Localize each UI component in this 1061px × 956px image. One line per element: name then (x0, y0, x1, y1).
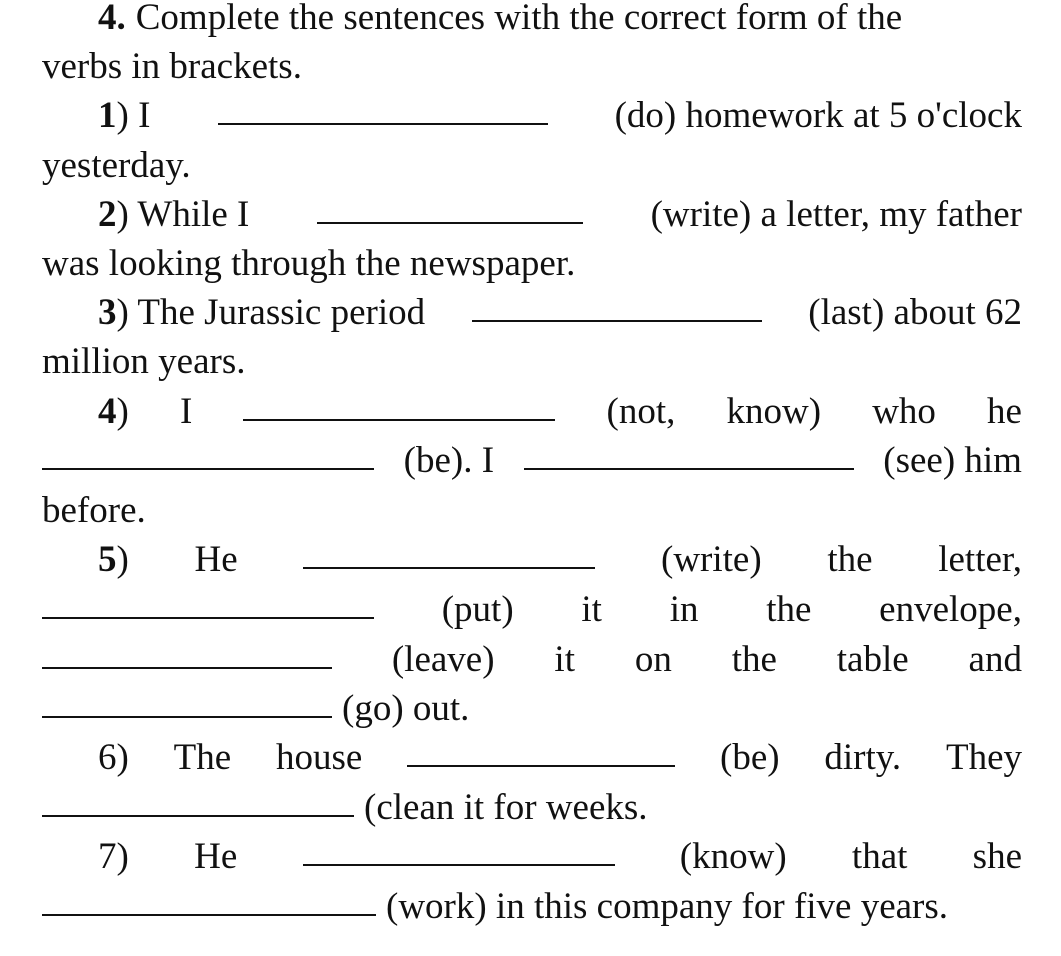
item-5-line-3 (42, 635, 1022, 685)
item-2-line-2 (42, 239, 1022, 289)
item-1-line-1 (98, 91, 1022, 141)
item-4-word: I (179, 391, 193, 432)
item-5-word: He (194, 539, 238, 580)
task-title-line-1 (98, 0, 1022, 43)
item-5-word: the (766, 589, 812, 630)
task-title-continuation: verbs in brackets. (42, 46, 302, 87)
item-1-continuation: yesterday. (42, 145, 191, 186)
item-3-continuation: million years. (42, 341, 246, 382)
item-5-line-1 (98, 535, 1022, 585)
answer-blank-2[interactable] (317, 222, 583, 224)
item-5-word: on (634, 639, 672, 680)
item-2-number: 2 (98, 194, 117, 235)
item-6-word: They (945, 737, 1022, 778)
item-6-word: house (276, 737, 363, 778)
item-6-number: 6) (98, 737, 129, 778)
item-4-word: who (872, 391, 936, 432)
item-7-number: 7) (98, 836, 129, 877)
item-5-word: ) (116, 539, 129, 580)
item-7-line-2 (42, 882, 1022, 932)
item-3-line-1 (98, 288, 1022, 338)
item-7-hint: (work) in this company for five years. (386, 886, 949, 927)
answer-blank-5a[interactable] (303, 567, 595, 569)
item-2-hint: (write) a letter, my father (650, 194, 1022, 235)
item-5-word: table (836, 639, 909, 680)
item-4-line-3 (42, 486, 1022, 536)
answer-blank-4b[interactable] (42, 468, 374, 470)
item-5-word: the (731, 639, 777, 680)
item-5-number: 5 (98, 539, 117, 580)
item-4-continuation: before. (42, 490, 146, 531)
item-4-word: (not, (606, 391, 676, 432)
item-5-word: (leave) (391, 639, 495, 680)
item-6-word: (be) (720, 737, 780, 778)
item-5-line-4 (42, 684, 1022, 734)
item-2-start (98, 190, 249, 240)
item-5-line-2 (42, 585, 1022, 635)
item-5-word: it (581, 589, 602, 630)
item-5-hint: (go) out. (342, 688, 470, 729)
item-4-word: know) (726, 391, 822, 432)
item-5-word: (write) (661, 539, 762, 580)
item-2-continuation: was looking through the newspaper. (42, 243, 576, 284)
item-4-hint-2: (see) him (883, 440, 1022, 481)
task-number: 4. (98, 0, 126, 38)
answer-blank-5d[interactable] (42, 716, 332, 718)
item-3-text: ) The Jurassic period (116, 292, 426, 333)
item-4-line-1 (98, 387, 1022, 437)
item-6-line-1 (98, 733, 1022, 783)
item-3-line-2 (42, 337, 1022, 387)
item-7-word: that (851, 836, 908, 877)
item-3-number: 3 (98, 292, 117, 333)
item-5-word: (put) (441, 589, 514, 630)
item-1-line-2 (42, 141, 1022, 191)
answer-blank-1[interactable] (218, 123, 548, 125)
item-1-text: ) I (116, 95, 151, 136)
task-title-line-2 (42, 42, 1022, 92)
answer-blank-4a[interactable] (243, 419, 555, 421)
item-4-word: he (987, 391, 1022, 432)
answer-blank-4c[interactable] (524, 468, 854, 470)
item-5-word: the (827, 539, 873, 580)
item-1-start (98, 91, 150, 141)
item-6-line-2 (42, 783, 1022, 833)
item-6-word: dirty. (824, 737, 902, 778)
item-1-hint: (do) homework at 5 o'clock (614, 95, 1022, 136)
item-4-line-2 (42, 436, 1022, 486)
answer-blank-5b[interactable] (42, 617, 374, 619)
item-4-number: 4 (98, 391, 117, 432)
item-7-word: she (972, 836, 1022, 877)
item-4-hint-1: (be). I (403, 440, 495, 481)
item-7-line-1 (98, 832, 1022, 882)
item-5-word: it (554, 639, 575, 680)
item-3-hint: (last) about 62 (808, 292, 1022, 333)
item-5-word: in (669, 589, 699, 630)
item-6-word: The (173, 737, 232, 778)
item-1-number: 1 (98, 95, 117, 136)
answer-blank-3[interactable] (472, 320, 762, 322)
task-title: Complete the sentences with the correct form of the (135, 0, 903, 38)
answer-blank-6b[interactable] (42, 815, 354, 817)
item-6-hint: (clean it for weeks. (364, 787, 648, 828)
item-5-word: envelope, (879, 589, 1022, 630)
answer-blank-7a[interactable] (303, 864, 615, 866)
item-2-text: ) While I (116, 194, 250, 235)
item-4-start (98, 387, 129, 437)
item-2-line-1 (98, 190, 1022, 240)
item-5-start (98, 535, 129, 585)
item-5-word: letter, (938, 539, 1022, 580)
answer-blank-7b[interactable] (42, 914, 376, 916)
item-3-start (98, 288, 425, 338)
answer-blank-5c[interactable] (42, 667, 332, 669)
answer-blank-6a[interactable] (407, 765, 675, 767)
item-7-word: He (194, 836, 238, 877)
item-4-word: ) (116, 391, 129, 432)
item-7-word: (know) (679, 836, 787, 877)
item-5-word: and (968, 639, 1022, 680)
